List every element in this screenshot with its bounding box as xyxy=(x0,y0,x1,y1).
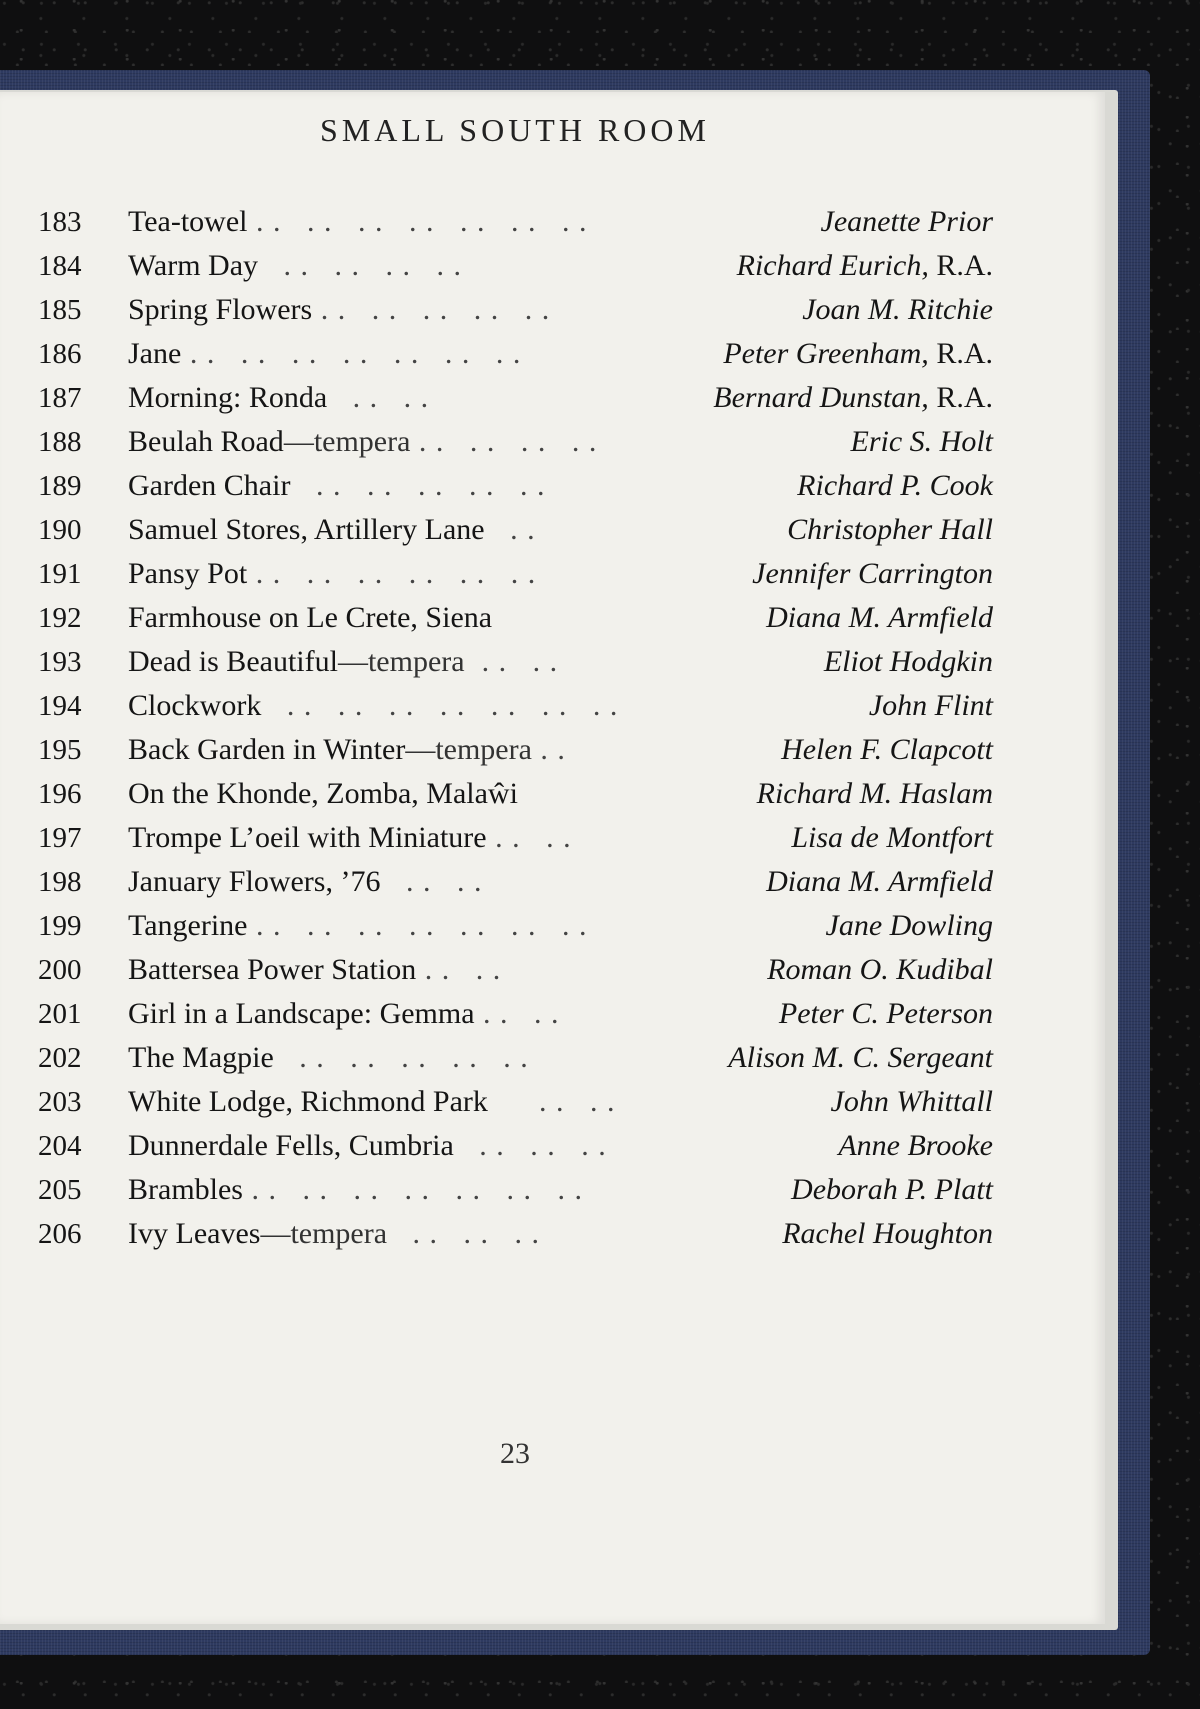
artist-name: Alison M. C. Sergeant xyxy=(728,1041,993,1074)
entry-title: On the Khonde, Zomba, Malaŵi xyxy=(128,777,518,810)
catalogue-entry xyxy=(0,550,1105,598)
catalogue-entry xyxy=(0,286,1105,334)
entry-artist xyxy=(797,462,993,510)
entry-number: 205 xyxy=(38,1174,82,1206)
entry-title: Clockwork xyxy=(128,689,262,722)
leader-dots: . . . . . . . . . . xyxy=(312,293,551,326)
entry-artist xyxy=(766,858,993,906)
entry-title-line xyxy=(128,506,536,554)
artist-name: Richard Eurich, xyxy=(736,249,929,282)
catalogue-entry xyxy=(0,594,1105,642)
artist-name: Anne Brooke xyxy=(838,1129,993,1162)
entry-title-line xyxy=(128,1122,607,1170)
catalogue-entry xyxy=(0,462,1105,510)
entry-artist xyxy=(869,682,993,730)
page-number: 23 xyxy=(500,1437,530,1470)
entry-number: 204 xyxy=(38,1130,82,1162)
entry-title: Tea-towel xyxy=(128,205,248,238)
entry-number: 185 xyxy=(38,294,82,326)
entry-number: 186 xyxy=(38,338,82,370)
entry-title: Jane xyxy=(128,337,182,370)
entry-title-line xyxy=(128,858,482,906)
catalogue-entry xyxy=(0,814,1105,862)
entry-title-line xyxy=(128,1166,583,1214)
leader-dots: . . . . xyxy=(416,953,502,986)
catalogue-entry xyxy=(0,770,1105,818)
entry-title: Beulah Road xyxy=(128,425,284,458)
artist-name: Diana M. Armfield xyxy=(766,601,993,634)
entry-title: Battersea Power Station xyxy=(128,953,417,986)
artist-name: Richard P. Cook xyxy=(797,469,993,502)
entry-number: 202 xyxy=(38,1042,82,1074)
entry-artist xyxy=(824,638,993,686)
leader-dots: . . . . . . . . . . xyxy=(273,1041,529,1074)
catalogue-entry xyxy=(0,1078,1105,1126)
catalogue-entry xyxy=(0,990,1105,1038)
catalogue-entry xyxy=(0,1034,1105,1082)
entry-title-line xyxy=(128,1034,529,1082)
entry-title: White Lodge, Richmond Park xyxy=(128,1085,488,1118)
artist-name: Richard M. Haslam xyxy=(756,777,993,810)
catalogue-entry xyxy=(0,946,1105,994)
artist-name: Jennifer Carrington xyxy=(752,557,993,590)
entry-number: 192 xyxy=(38,602,82,634)
entry-title-line xyxy=(128,374,429,422)
entry-title-line xyxy=(128,594,492,642)
catalogue-entry xyxy=(0,1166,1105,1214)
entry-medium: —tempera xyxy=(337,645,465,678)
entry-number: 193 xyxy=(38,646,82,678)
entry-artist xyxy=(713,374,993,422)
catalogue-entry xyxy=(0,682,1105,730)
entry-title: Brambles xyxy=(128,1173,243,1206)
entry-artist xyxy=(791,814,993,862)
entry-title-line xyxy=(128,418,597,466)
entry-title: Garden Chair xyxy=(128,469,291,502)
catalogue-entry xyxy=(0,506,1105,554)
entry-title-line xyxy=(128,902,588,950)
leader-dots: . . . . . . xyxy=(387,1217,541,1250)
catalogue-entry xyxy=(0,1122,1105,1170)
entry-number: 196 xyxy=(38,778,82,810)
leader-dots: . . . . . . . . . . . . . . xyxy=(261,689,619,722)
artist-name: Eliot Hodgkin xyxy=(823,645,993,678)
leader-dots: . . . . xyxy=(487,1085,616,1118)
entry-title: Spring Flowers xyxy=(128,293,313,326)
entry-artist xyxy=(781,726,993,774)
leader-dots: . . . . . . . . . . . . . . xyxy=(242,1173,583,1206)
catalogue-entry xyxy=(0,638,1105,686)
entry-artist xyxy=(757,770,993,818)
catalogue-entry xyxy=(0,330,1105,378)
entry-title-line xyxy=(128,682,618,730)
entry-artist xyxy=(767,946,993,994)
entry-number: 206 xyxy=(38,1218,82,1250)
entry-title-line xyxy=(128,1078,615,1126)
entry-title-line xyxy=(128,462,545,510)
entry-artist xyxy=(766,594,993,642)
entry-artist xyxy=(723,330,993,378)
entry-title: Tangerine xyxy=(128,909,248,942)
entry-number: 184 xyxy=(38,250,82,282)
artist-name: Helen F. Clapcott xyxy=(781,733,993,766)
entry-title: Warm Day xyxy=(128,249,259,282)
artist-name: Joan M. Ritchie xyxy=(802,293,993,326)
leader-dots: . . xyxy=(484,513,536,546)
catalogue-entry xyxy=(0,242,1105,290)
entry-title: Pansy Pot xyxy=(128,557,248,590)
entry-title-line xyxy=(128,242,462,290)
leader-dots: . . . . . . . . . . xyxy=(290,469,546,502)
artist-honours: R.A. xyxy=(928,249,993,282)
leader-dots: . . . . xyxy=(464,645,559,678)
entry-title: Girl in a Landscape: Gemma xyxy=(128,997,475,1030)
entry-number: 188 xyxy=(38,426,82,458)
entry-artist xyxy=(779,990,993,1038)
leader-dots: . . . . . . xyxy=(453,1129,607,1162)
entry-title-line xyxy=(128,286,550,334)
entry-artist xyxy=(791,1166,993,1214)
room-heading: SMALL SOUTH ROOM xyxy=(320,112,710,148)
entry-title-line xyxy=(128,990,560,1038)
leader-dots: . . . . . . . . xyxy=(258,249,463,282)
leader-dots: . . . . xyxy=(486,821,572,854)
leader-dots: . . . . . . . . . . . . xyxy=(247,557,537,590)
entry-number: 194 xyxy=(38,690,82,722)
artist-name: Christopher Hall xyxy=(787,513,993,546)
entry-medium: —tempera xyxy=(260,1217,388,1250)
entry-title: Farmhouse on Le Crete, Siena xyxy=(128,601,493,634)
entry-artist xyxy=(728,1034,993,1082)
leader-dots: . . . . . . . . xyxy=(410,425,598,458)
artist-honours: R.A. xyxy=(928,337,993,370)
artist-name: Jane Dowling xyxy=(825,909,993,942)
catalogue-entry xyxy=(0,198,1105,246)
entry-number: 197 xyxy=(38,822,82,854)
catalogue-entry xyxy=(0,858,1105,906)
entry-number: 189 xyxy=(38,470,82,502)
artist-name: Roman O. Kudibal xyxy=(767,953,993,986)
entry-artist xyxy=(821,198,993,246)
entry-artist xyxy=(737,242,993,290)
entry-title-line xyxy=(128,638,558,686)
entry-artist xyxy=(782,1210,993,1258)
entry-title: Trompe L’oeil with Miniature xyxy=(128,821,487,854)
entry-number: 200 xyxy=(38,954,82,986)
entry-artist xyxy=(752,550,993,598)
leader-dots: . . xyxy=(531,733,566,766)
entry-artist xyxy=(787,506,993,554)
leader-dots: . . . . . . . . . . . . . . xyxy=(247,205,588,238)
entry-title-line xyxy=(128,814,572,862)
entry-artist xyxy=(838,1122,993,1170)
artist-name: Rachel Houghton xyxy=(782,1217,993,1250)
leader-dots: . . . . xyxy=(474,997,560,1030)
entry-title: Dead is Beautiful xyxy=(128,645,338,678)
catalogue-entry xyxy=(0,726,1105,774)
artist-honours: R.A. xyxy=(928,381,993,414)
artist-name: Deborah P. Platt xyxy=(791,1173,993,1206)
entry-title: Morning: Ronda xyxy=(128,381,328,414)
artist-name: Peter C. Peterson xyxy=(778,997,993,1030)
entry-number: 203 xyxy=(38,1086,82,1118)
entry-title: January Flowers, ’76 xyxy=(128,865,381,898)
leader-dots: . . . . . . . . . . . . . . xyxy=(181,337,522,370)
entry-artist xyxy=(851,418,994,466)
entry-artist xyxy=(826,902,993,950)
artist-name: Peter Greenham, xyxy=(723,337,929,370)
entry-artist xyxy=(831,1078,993,1126)
entry-title: Samuel Stores, Artillery Lane xyxy=(128,513,485,546)
entry-number: 199 xyxy=(38,910,82,942)
entry-title: The Magpie xyxy=(128,1041,274,1074)
entry-medium: —tempera xyxy=(283,425,411,458)
artist-name: Bernard Dunstan, xyxy=(713,381,929,414)
entry-title-line xyxy=(128,550,536,598)
entry-title-line xyxy=(128,726,566,774)
entry-title: Dunnerdale Fells, Cumbria xyxy=(128,1129,454,1162)
artist-name: Eric S. Holt xyxy=(850,425,993,458)
leader-dots: . . . . xyxy=(327,381,430,414)
entry-number: 195 xyxy=(38,734,82,766)
entry-title: Ivy Leaves xyxy=(128,1217,261,1250)
entry-number: 183 xyxy=(38,206,82,238)
catalogue-entry xyxy=(0,902,1105,950)
catalogue-entry xyxy=(0,418,1105,466)
catalogue-entry xyxy=(0,1210,1105,1258)
entry-medium: —tempera xyxy=(405,733,532,766)
entry-artist xyxy=(802,286,993,334)
entry-number: 191 xyxy=(38,558,82,590)
leader-dots: . . . . xyxy=(380,865,483,898)
entry-number: 187 xyxy=(38,382,82,414)
artist-name: Lisa de Montfort xyxy=(791,821,993,854)
artist-name: Diana M. Armfield xyxy=(766,865,993,898)
entry-title-line xyxy=(128,198,588,246)
entry-number: 198 xyxy=(38,866,82,898)
catalogue-entry xyxy=(0,374,1105,422)
leader-dots: . . . . . . . . . . . . . . xyxy=(247,909,588,942)
artist-name: John Flint xyxy=(868,689,993,722)
entry-title: Back Garden in Winter xyxy=(128,733,406,766)
entry-title-line xyxy=(128,1210,540,1258)
entry-title-line xyxy=(128,946,501,994)
artist-name: Jeanette Prior xyxy=(820,205,993,238)
entry-number: 201 xyxy=(38,998,82,1030)
artist-name: John Whittall xyxy=(830,1085,993,1118)
entry-number: 190 xyxy=(38,514,82,546)
entry-title-line xyxy=(128,770,518,818)
entry-title-line xyxy=(128,330,521,378)
